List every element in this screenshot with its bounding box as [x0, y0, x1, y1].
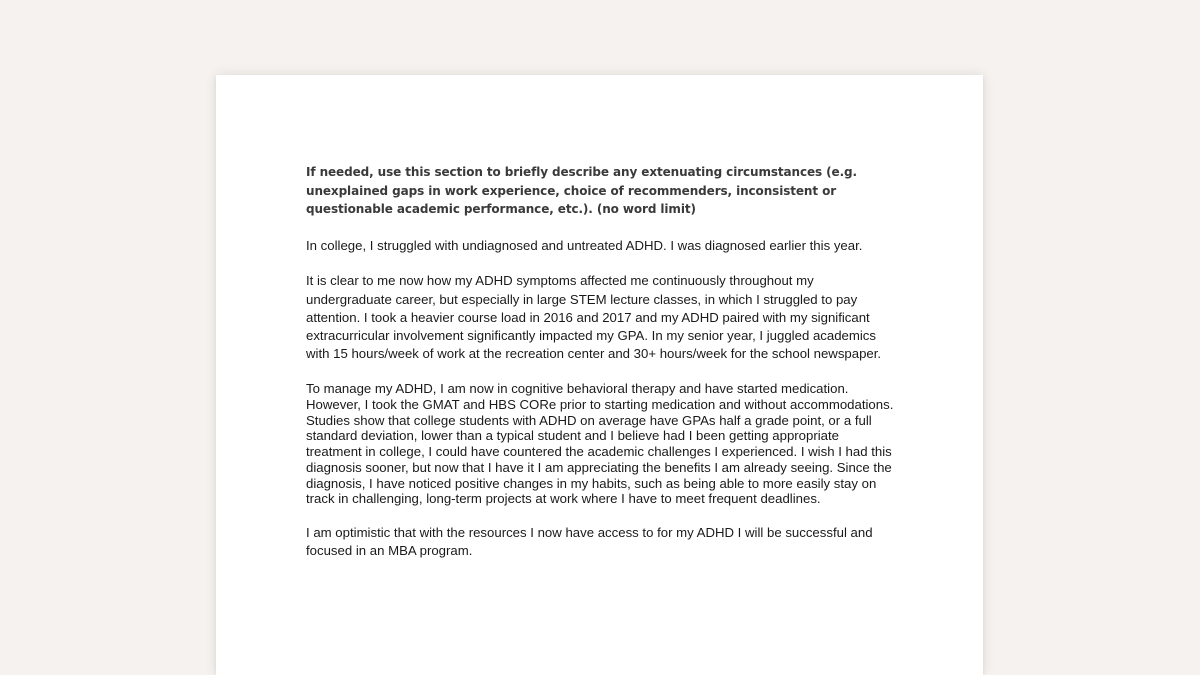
paragraph-symptoms: It is clear to me now how my ADHD symptoms affected me continuously throughout my undergraduate career, but especially in large STEM lecture classes, in which I struggled to pay attention. I took a heavier course load in 2016 and 2017 and my ADHD paired with my significant extracurricular involvement significantly impacted my GPA. In my senior year, I juggled academics with 15 hours/week of work at the recreation center and 30+ hours/week for the school newspaper.	[306, 273, 882, 362]
document-page	[216, 75, 983, 675]
paragraph-conclusion: I am optimistic that with the resources I now have access to for my ADHD I will be successful and focused in an MBA program.	[306, 524, 873, 559]
document-content	[306, 163, 896, 578]
paragraph-treatment: To manage my ADHD, I am now in cognitive behavioral therapy and have started medication. However, I took the GMAT and HBS CORe prior to starting medication and without accommodations. Studies show that college students with ADHD on average have GPAs half a grade point, or a full standard deviation, lower than a typical student and I believe had I been getting appropriate treatment in college, I could have countered the academic challenges I experienced. I wish I had this diagnosis sooner, but now that I have it I am appreciating the benefits I am already seeing. Since the diagnosis, I have noticed positive changes in my habits, such as being able to more easily stay on track in challenging, long-term projects at work where I have to meet frequent deadlines.	[306, 381, 894, 507]
paragraph-diagnosis: In college, I struggled with undiagnosed and untreated ADHD. I was diagnosed earlier this year.	[306, 237, 863, 253]
essay-prompt: If needed, use this section to briefly describe any extenuating circumstances (e.g. unexplained gaps in work experience, choice of recommenders, inconsistent or questionable academic performance, etc.). (no word limit)	[306, 165, 858, 216]
